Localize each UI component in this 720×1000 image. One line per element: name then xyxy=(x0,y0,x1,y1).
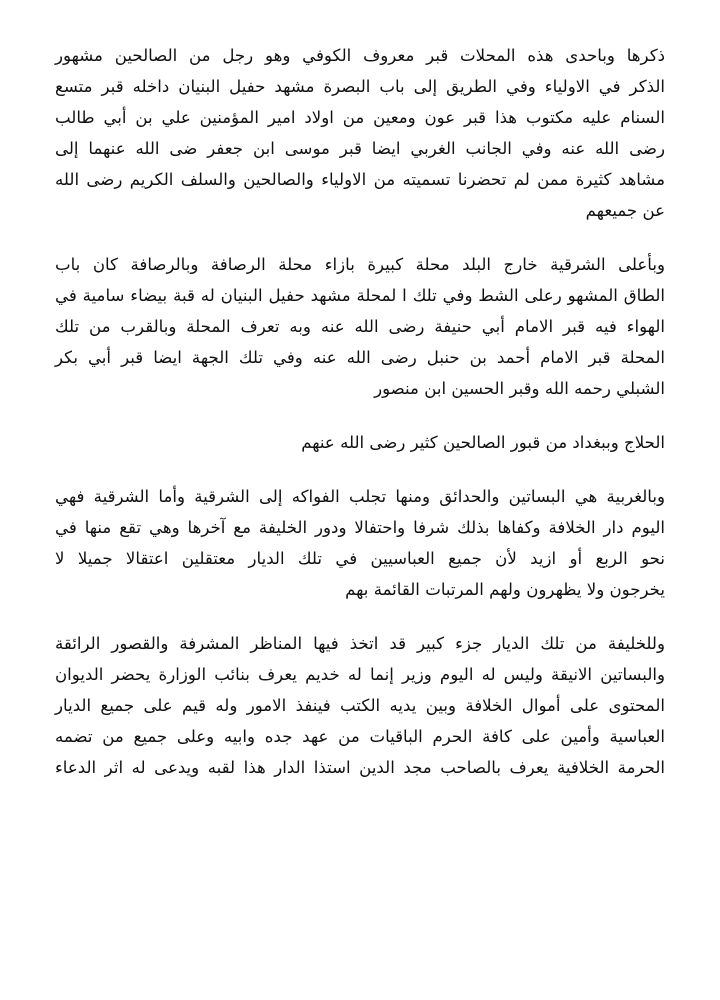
text-line: المحتوى على أموال الخلافة وبين يديه الكتب فينفذ الامور وله قيم على جميع الديار xyxy=(55,696,665,715)
paragraph-1 xyxy=(55,40,665,226)
text-line: الهواء فيه قبر الامام أبي حنيفة رضى الله عنه وبه تعرف المحلة وبالقرب من تلك xyxy=(55,317,665,336)
text-line: مشاهد كثيرة ممن لم تحضرنا تسميته من الاولياء والصالحين والسلف الكريم رضى الله xyxy=(55,170,665,189)
text-line: الحرمة الخلافية يعرف بالصاحب مجد الدين استذا الدار هذا لقبه ويدعى له اثر الدعاء xyxy=(55,758,665,777)
text-line: نحو الربع أو ازيد لأن جميع العباسيين في تلك الديار معتقلين اعتقالا جميلا لا xyxy=(55,549,665,568)
text-line: الذكر في الاولياء وفي الطريق إلى باب البصرة مشهد حفيل البنيان داخله قبر متسع xyxy=(55,77,665,96)
text-line: الطاق المشهو رعلى الشط وفي تلك ا لمحلة مشهد حفيل البنيان له قبة بيضاء سامية في xyxy=(55,286,665,305)
text-line: اليوم دار الخلافة وكفاها بذلك شرفا واحتفالا ودور الخليفة مع آخرها وهي تقع منها في xyxy=(55,518,665,537)
text-line: العباسية وأمين على كافة الحرم الباقيات من عهد جده وابيه وعلى جميع من تضمه xyxy=(55,727,665,746)
paragraph-2 xyxy=(55,249,665,404)
text-line: وبأعلى الشرقية خارج البلد محلة كبيرة بازاء محلة الرصافة وبالرصافة كان باب xyxy=(55,255,665,274)
text-line: وبالغربية هي البساتين والحدائق ومنها تجلب الفواكه إلى الشرقية وأما الشرقية فهي xyxy=(55,487,665,506)
text-line: وللخليفة من تلك الديار جزء كبير قد اتخذ فيها المناظر المشرفة والقصور الرائقة xyxy=(55,634,665,653)
text-line: والبساتين الانيقة وليس له اليوم وزير إنما له خديم يعرف بنائب الوزارة يحضر الديوان xyxy=(55,665,665,684)
text-line: الشبلي رحمه الله وقبر الحسين ابن منصور xyxy=(374,379,665,398)
text-line: ذكرها وباحدى هذه المحلات قبر معروف الكوفي وهو رجل من الصالحين مشهور xyxy=(55,46,665,65)
paragraph-5 xyxy=(55,628,665,783)
text-line: المحلة قبر الامام أحمد بن حنبل رضى الله عنه وفي تلك الجهة ايضا قبر أبي بكر xyxy=(55,348,665,367)
paragraph-4 xyxy=(55,481,665,605)
document-page xyxy=(55,40,665,806)
text-line: عن جميعهم xyxy=(585,201,665,220)
text-line: يخرجون ولا يظهرون ولهم المرتبات القائمة بهم xyxy=(345,580,665,599)
paragraph-3 xyxy=(55,427,665,458)
text-line: الحلاج وببغداد من قبور الصالحين كثير رضى الله عنهم xyxy=(301,433,665,452)
text-line: السنام عليه مكتوب هذا قبر عون ومعين من اولاد امير المؤمنين علي بن أبي طالب xyxy=(55,108,665,127)
text-line: رضى الله عنه وفي الجانب الغربي ايضا قبر موسى ابن جعفر ضى الله عنهما إلى xyxy=(55,139,665,158)
